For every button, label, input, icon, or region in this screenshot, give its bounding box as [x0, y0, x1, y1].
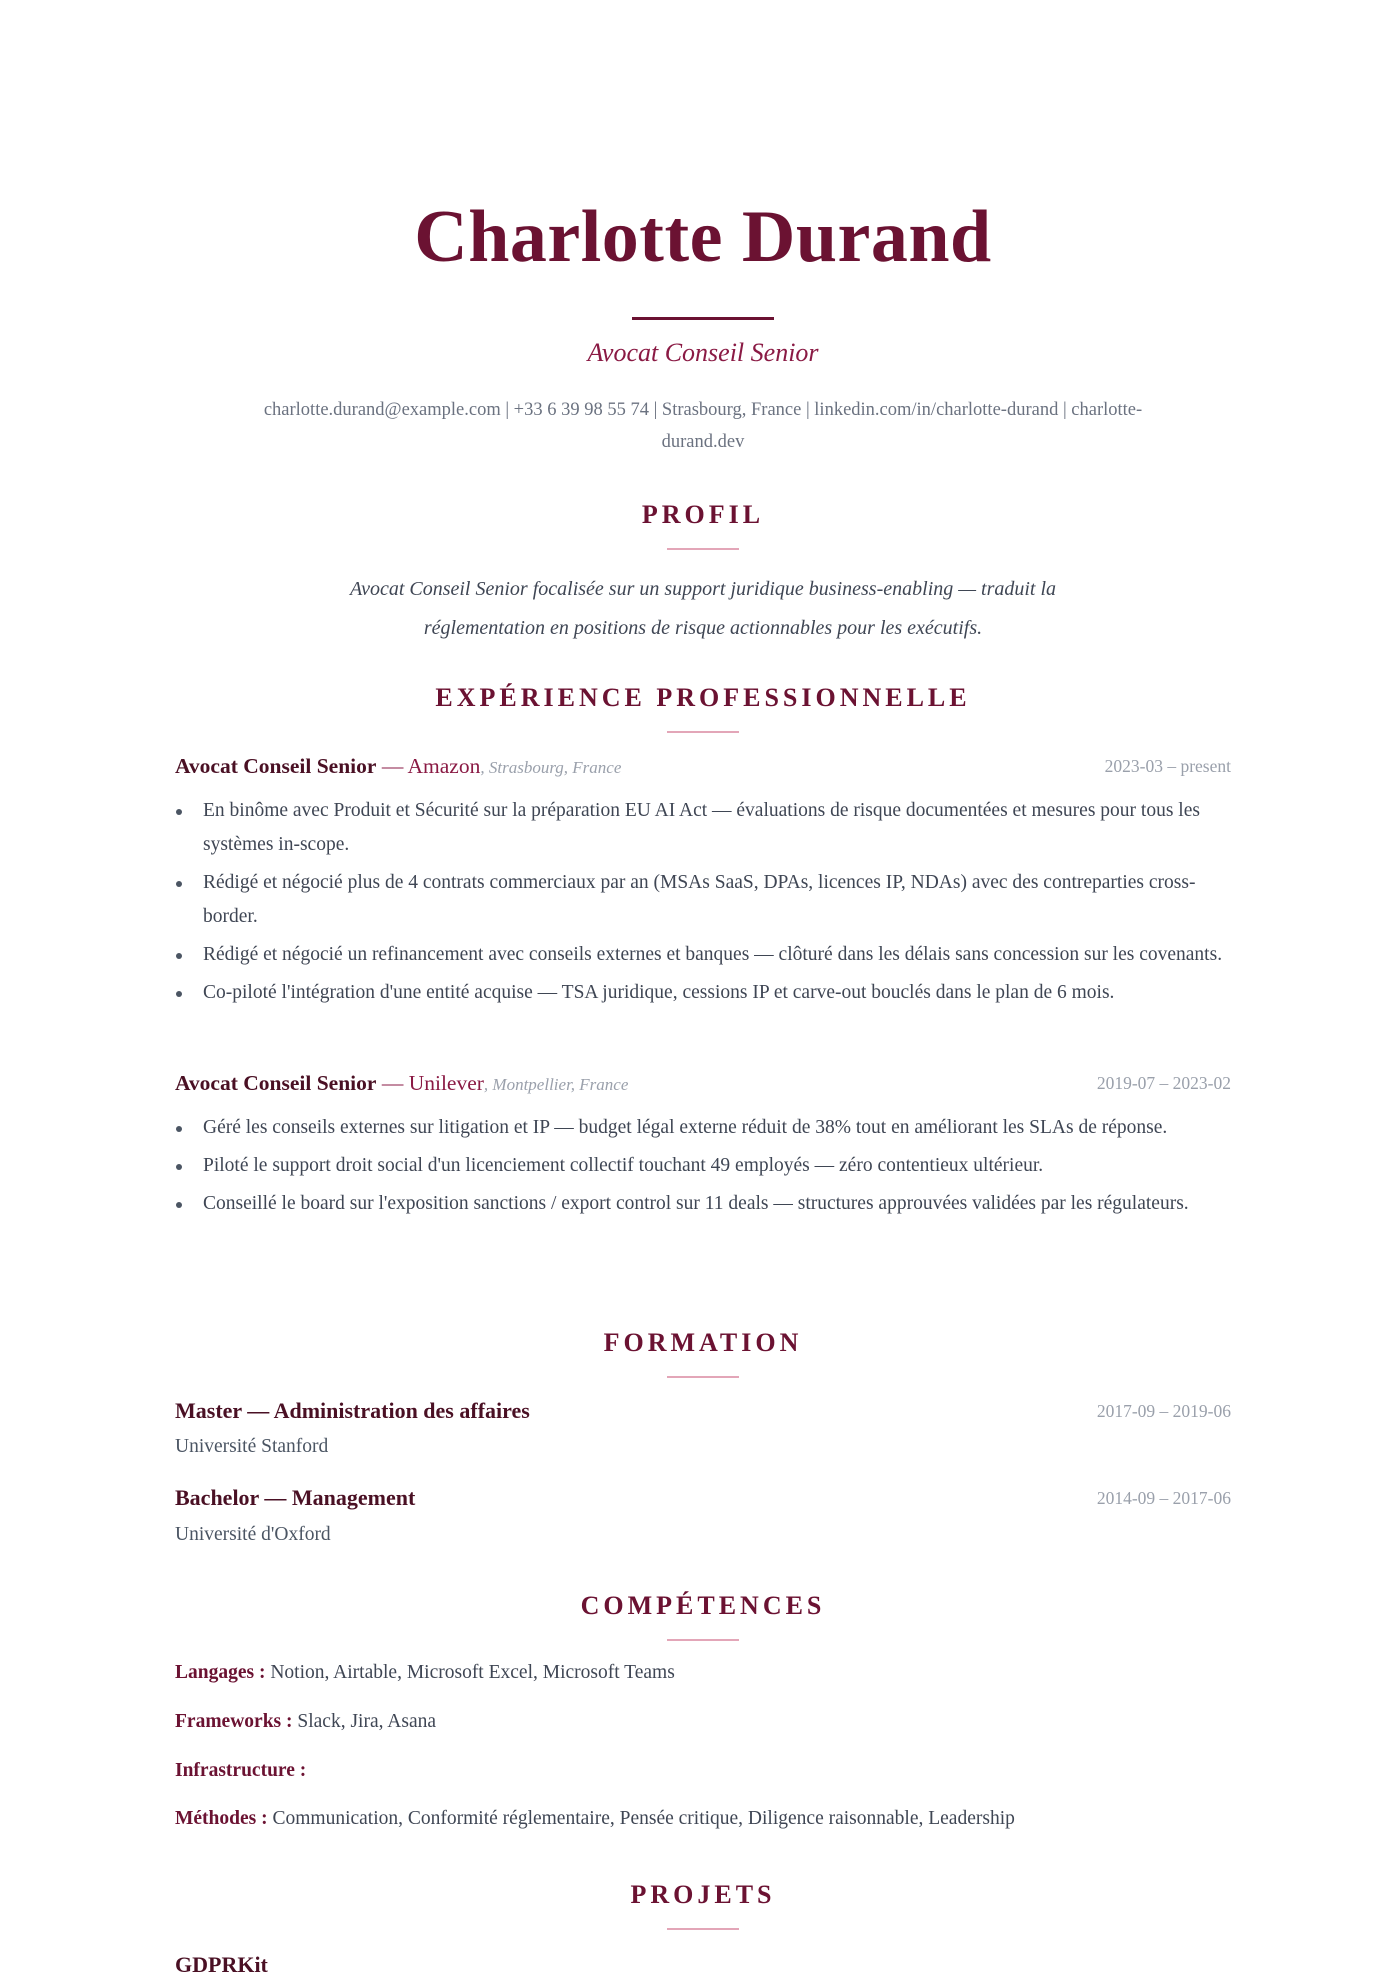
skill-value: Communication, Conformité réglementaire, Pensée critique, Diligence raisonnable, Leadership: [267, 1808, 1015, 1829]
section-title-profile: PROFIL: [641, 500, 765, 529]
job-bullets: [175, 1111, 1231, 1225]
list-item: Rédigé et négocié plus de 4 contrats commerciaux par an (MSAs SaaS, DPAs, licences IP, NDAs) avec des contreparties cross-border.: [175, 866, 1231, 934]
profile-summary: [295, 570, 1111, 648]
list-item: Co-piloté l'intégration d'une entité acquise — TSA juridique, cessions IP et carve-out bouclés dans le plan de 6 mois.: [175, 976, 1231, 1010]
project-name: GDPRKit: [175, 1952, 268, 1977]
job-header: [175, 1071, 1231, 1101]
section-divider: [667, 1928, 739, 1930]
section-divider: [667, 1376, 739, 1378]
education-dates: 2017-09 – 2019-06: [1096, 1401, 1231, 1421]
skill-row: [175, 1662, 1231, 1684]
skill-row: [175, 1808, 1231, 1830]
job-header: [175, 754, 1231, 784]
contact-line: durand.dev: [661, 432, 745, 452]
section-title-skills: COMPÉTENCES: [580, 1591, 826, 1620]
job-company: — Unilever: [376, 1071, 484, 1095]
job-title: Avocat Conseil Senior: [175, 1071, 377, 1095]
education-header: [175, 1398, 1231, 1424]
profile-line: Avocat Conseil Senior focalisée sur un support juridique business-enabling — traduit la: [349, 578, 1057, 600]
name-divider: [632, 317, 774, 320]
section-title-projects: PROJETS: [630, 1880, 776, 1909]
job-location: , Strasbourg, France: [480, 758, 622, 777]
education-school: Université Stanford: [175, 1436, 329, 1457]
skill-label: Méthodes :: [175, 1808, 268, 1829]
section-divider: [667, 731, 739, 733]
job-location: , Montpellier, France: [483, 1075, 629, 1094]
skill-row: [175, 1711, 1231, 1733]
contact-info: [195, 394, 1211, 458]
candidate-title: Avocat Conseil Senior: [587, 338, 819, 367]
job-bullets: [175, 794, 1231, 1014]
skill-label: Infrastructure :: [175, 1760, 307, 1781]
candidate-name: Charlotte Durand: [414, 196, 992, 278]
skill-value: Notion, Airtable, Microsoft Excel, Microsoft Teams: [265, 1662, 675, 1683]
list-item: Conseillé le board sur l'exposition sanctions / export control sur 11 deals — structures approuvées validées par les régulateurs.: [175, 1187, 1231, 1221]
list-item: Géré les conseils externes sur litigation et IP — budget légal externe réduit de 38% tout en améliorant les SLAs de réponse.: [175, 1111, 1231, 1145]
skill-value: Slack, Jira, Asana: [292, 1711, 437, 1732]
section-divider: [667, 1639, 739, 1641]
list-item: En binôme avec Produit et Sécurité sur la préparation EU AI Act — évaluations de risque documentées et mesures pour tous les systèmes in-scope.: [175, 794, 1231, 862]
list-item: Piloté le support droit social d'un licenciement collectif touchant 49 employés — zéro contentieux ultérieur.: [175, 1149, 1231, 1183]
education-header: [175, 1485, 1231, 1511]
education-degree: Bachelor — Management: [175, 1485, 416, 1510]
skill-row: [175, 1760, 1231, 1782]
contact-line: charlotte.durand@example.com | +33 6 39 98 55 74 | Strasbourg, France | linkedin.com/in/charlotte-durand | charlotte-: [263, 400, 1143, 420]
education-degree: Master — Administration des affaires: [175, 1398, 530, 1423]
list-item: Rédigé et négocié un refinancement avec conseils externes et banques — clôturé dans les délais sans concession sur les covenants.: [175, 938, 1231, 972]
job-title: Avocat Conseil Senior: [175, 754, 377, 778]
section-title-education: FORMATION: [603, 1328, 803, 1357]
education-school: Université d'Oxford: [175, 1524, 331, 1545]
skill-label: Langages :: [175, 1662, 266, 1683]
job-dates: 2023-03 – present: [1104, 756, 1231, 776]
job-company: — Amazon: [376, 754, 481, 778]
profile-line: réglementation en positions de risque actionnables pour les exécutifs.: [423, 617, 983, 639]
skill-label: Frameworks :: [175, 1711, 293, 1732]
section-divider: [667, 548, 739, 550]
education-dates: 2014-09 – 2017-06: [1096, 1488, 1231, 1508]
job-dates: 2019-07 – 2023-02: [1096, 1073, 1231, 1093]
section-title-experience: EXPÉRIENCE PROFESSIONNELLE: [435, 683, 971, 712]
